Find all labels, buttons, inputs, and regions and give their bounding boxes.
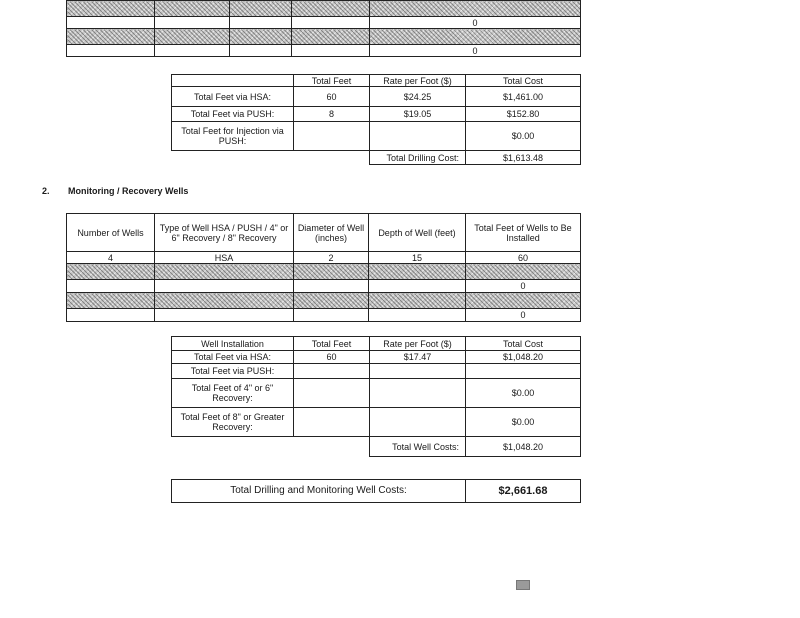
- header-total-cost: Total Cost: [466, 337, 581, 351]
- table-total-row: [172, 151, 581, 165]
- table-row: [67, 264, 581, 280]
- speckle-cell: [67, 293, 155, 309]
- zero-value: 0: [370, 17, 581, 29]
- speckle-cell: [369, 264, 466, 280]
- total-well-label: Total Well Costs:: [370, 437, 466, 457]
- speckle-cell: [370, 29, 581, 45]
- row-label: Total Feet via PUSH:: [172, 364, 294, 379]
- row-label: Total Feet of 4" or 6" Recovery:: [172, 379, 294, 408]
- header-total-feet-wells: Total Feet of Wells to Be Installed: [466, 214, 581, 252]
- table-row: [172, 87, 581, 107]
- speckle-cell: [155, 293, 294, 309]
- well-depth: 15: [369, 252, 466, 264]
- speckle-cell: [370, 1, 581, 17]
- row-cost: $152.80: [466, 107, 581, 122]
- table-header-row: [172, 75, 581, 87]
- row-rate: $19.05: [370, 107, 466, 122]
- table-row: [172, 379, 581, 408]
- header-number-of-wells: Number of Wells: [67, 214, 155, 252]
- row-feet: 60: [294, 87, 370, 107]
- grand-total-value: $2,661.68: [466, 480, 581, 503]
- row-feet: [294, 379, 370, 408]
- row-rate: [370, 364, 466, 379]
- table-header-row: [67, 214, 581, 252]
- zero-value: 0: [370, 45, 581, 57]
- header-diameter: Diameter of Well (inches): [294, 214, 369, 252]
- table-row: [67, 29, 581, 45]
- top-partial-table: [66, 0, 581, 57]
- speckle-cell: [294, 293, 369, 309]
- speckle-cell: [292, 29, 370, 45]
- table-row: [67, 280, 581, 293]
- header-depth: Depth of Well (feet): [369, 214, 466, 252]
- row-feet: 60: [294, 351, 370, 364]
- table-row: [172, 122, 581, 151]
- speckle-cell: [67, 1, 155, 17]
- total-drilling-value: $1,613.48: [466, 151, 581, 165]
- row-cost: [466, 364, 581, 379]
- total-drilling-label: Total Drilling Cost:: [370, 151, 466, 165]
- row-cost: $0.00: [466, 122, 581, 151]
- speckle-cell: [155, 264, 294, 280]
- zero-value: 0: [466, 280, 581, 293]
- speckle-cell: [155, 1, 230, 17]
- table-total-row: [172, 480, 581, 503]
- well-number: 4: [67, 252, 155, 264]
- header-total-cost: Total Cost: [466, 75, 581, 87]
- wells-table: [66, 213, 581, 322]
- table-row: [172, 351, 581, 364]
- table-row: [67, 252, 581, 264]
- section-number: 2.: [42, 186, 50, 196]
- row-rate: $17.47: [370, 351, 466, 364]
- table-row: [67, 17, 581, 29]
- header-rate: Rate per Foot ($): [370, 337, 466, 351]
- zero-value: 0: [466, 309, 581, 322]
- row-feet: [294, 364, 370, 379]
- row-label: Total Feet via PUSH:: [172, 107, 294, 122]
- well-installation-table: [171, 336, 581, 457]
- total-well-value: $1,048.20: [466, 437, 581, 457]
- speckle-cell: [67, 264, 155, 280]
- row-feet: [294, 122, 370, 151]
- row-label: Total Feet of 8" or Greater Recovery:: [172, 408, 294, 437]
- table-row: [172, 107, 581, 122]
- grand-total-label: Total Drilling and Monitoring Well Costs:: [172, 480, 466, 503]
- speckle-cell: [369, 293, 466, 309]
- header-total-feet: Total Feet: [294, 75, 370, 87]
- row-label: Total Feet for Injection via PUSH:: [172, 122, 294, 151]
- section-title: Monitoring / Recovery Wells: [68, 186, 189, 196]
- row-cost: $0.00: [466, 379, 581, 408]
- well-total-feet: 60: [466, 252, 581, 264]
- speckle-cell: [466, 293, 581, 309]
- table-row: [67, 45, 581, 57]
- speckle-cell: [466, 264, 581, 280]
- table-row: [172, 364, 581, 379]
- row-cost: $0.00: [466, 408, 581, 437]
- speckle-cell: [230, 29, 292, 45]
- table-row: [67, 1, 581, 17]
- header-blank: [172, 75, 294, 87]
- grand-total-table: [171, 479, 581, 503]
- row-label: Total Feet via HSA:: [172, 351, 294, 364]
- table-row: [67, 309, 581, 322]
- drilling-cost-table: [171, 74, 581, 165]
- header-rate: Rate per Foot ($): [370, 75, 466, 87]
- table-total-row: [172, 437, 581, 457]
- row-feet: 8: [294, 107, 370, 122]
- table-header-row: [172, 337, 581, 351]
- table-row: [67, 293, 581, 309]
- well-diameter: 2: [294, 252, 369, 264]
- speckle-cell: [155, 29, 230, 45]
- row-rate: $24.25: [370, 87, 466, 107]
- speckle-cell: [230, 1, 292, 17]
- header-well-installation: Well Installation: [172, 337, 294, 351]
- header-type-of-well: Type of Well HSA / PUSH / 4" or 6" Recovery / 8" Recovery: [155, 214, 294, 252]
- speckle-cell: [292, 1, 370, 17]
- row-cost: $1,048.20: [466, 351, 581, 364]
- keyboard-icon: [516, 580, 530, 590]
- speckle-cell: [294, 264, 369, 280]
- row-feet: [294, 408, 370, 437]
- row-rate: [370, 379, 466, 408]
- table-row: [172, 408, 581, 437]
- row-cost: $1,461.00: [466, 87, 581, 107]
- header-total-feet: Total Feet: [294, 337, 370, 351]
- row-rate: [370, 122, 466, 151]
- row-rate: [370, 408, 466, 437]
- speckle-cell: [67, 29, 155, 45]
- well-type: HSA: [155, 252, 294, 264]
- row-label: Total Feet via HSA:: [172, 87, 294, 107]
